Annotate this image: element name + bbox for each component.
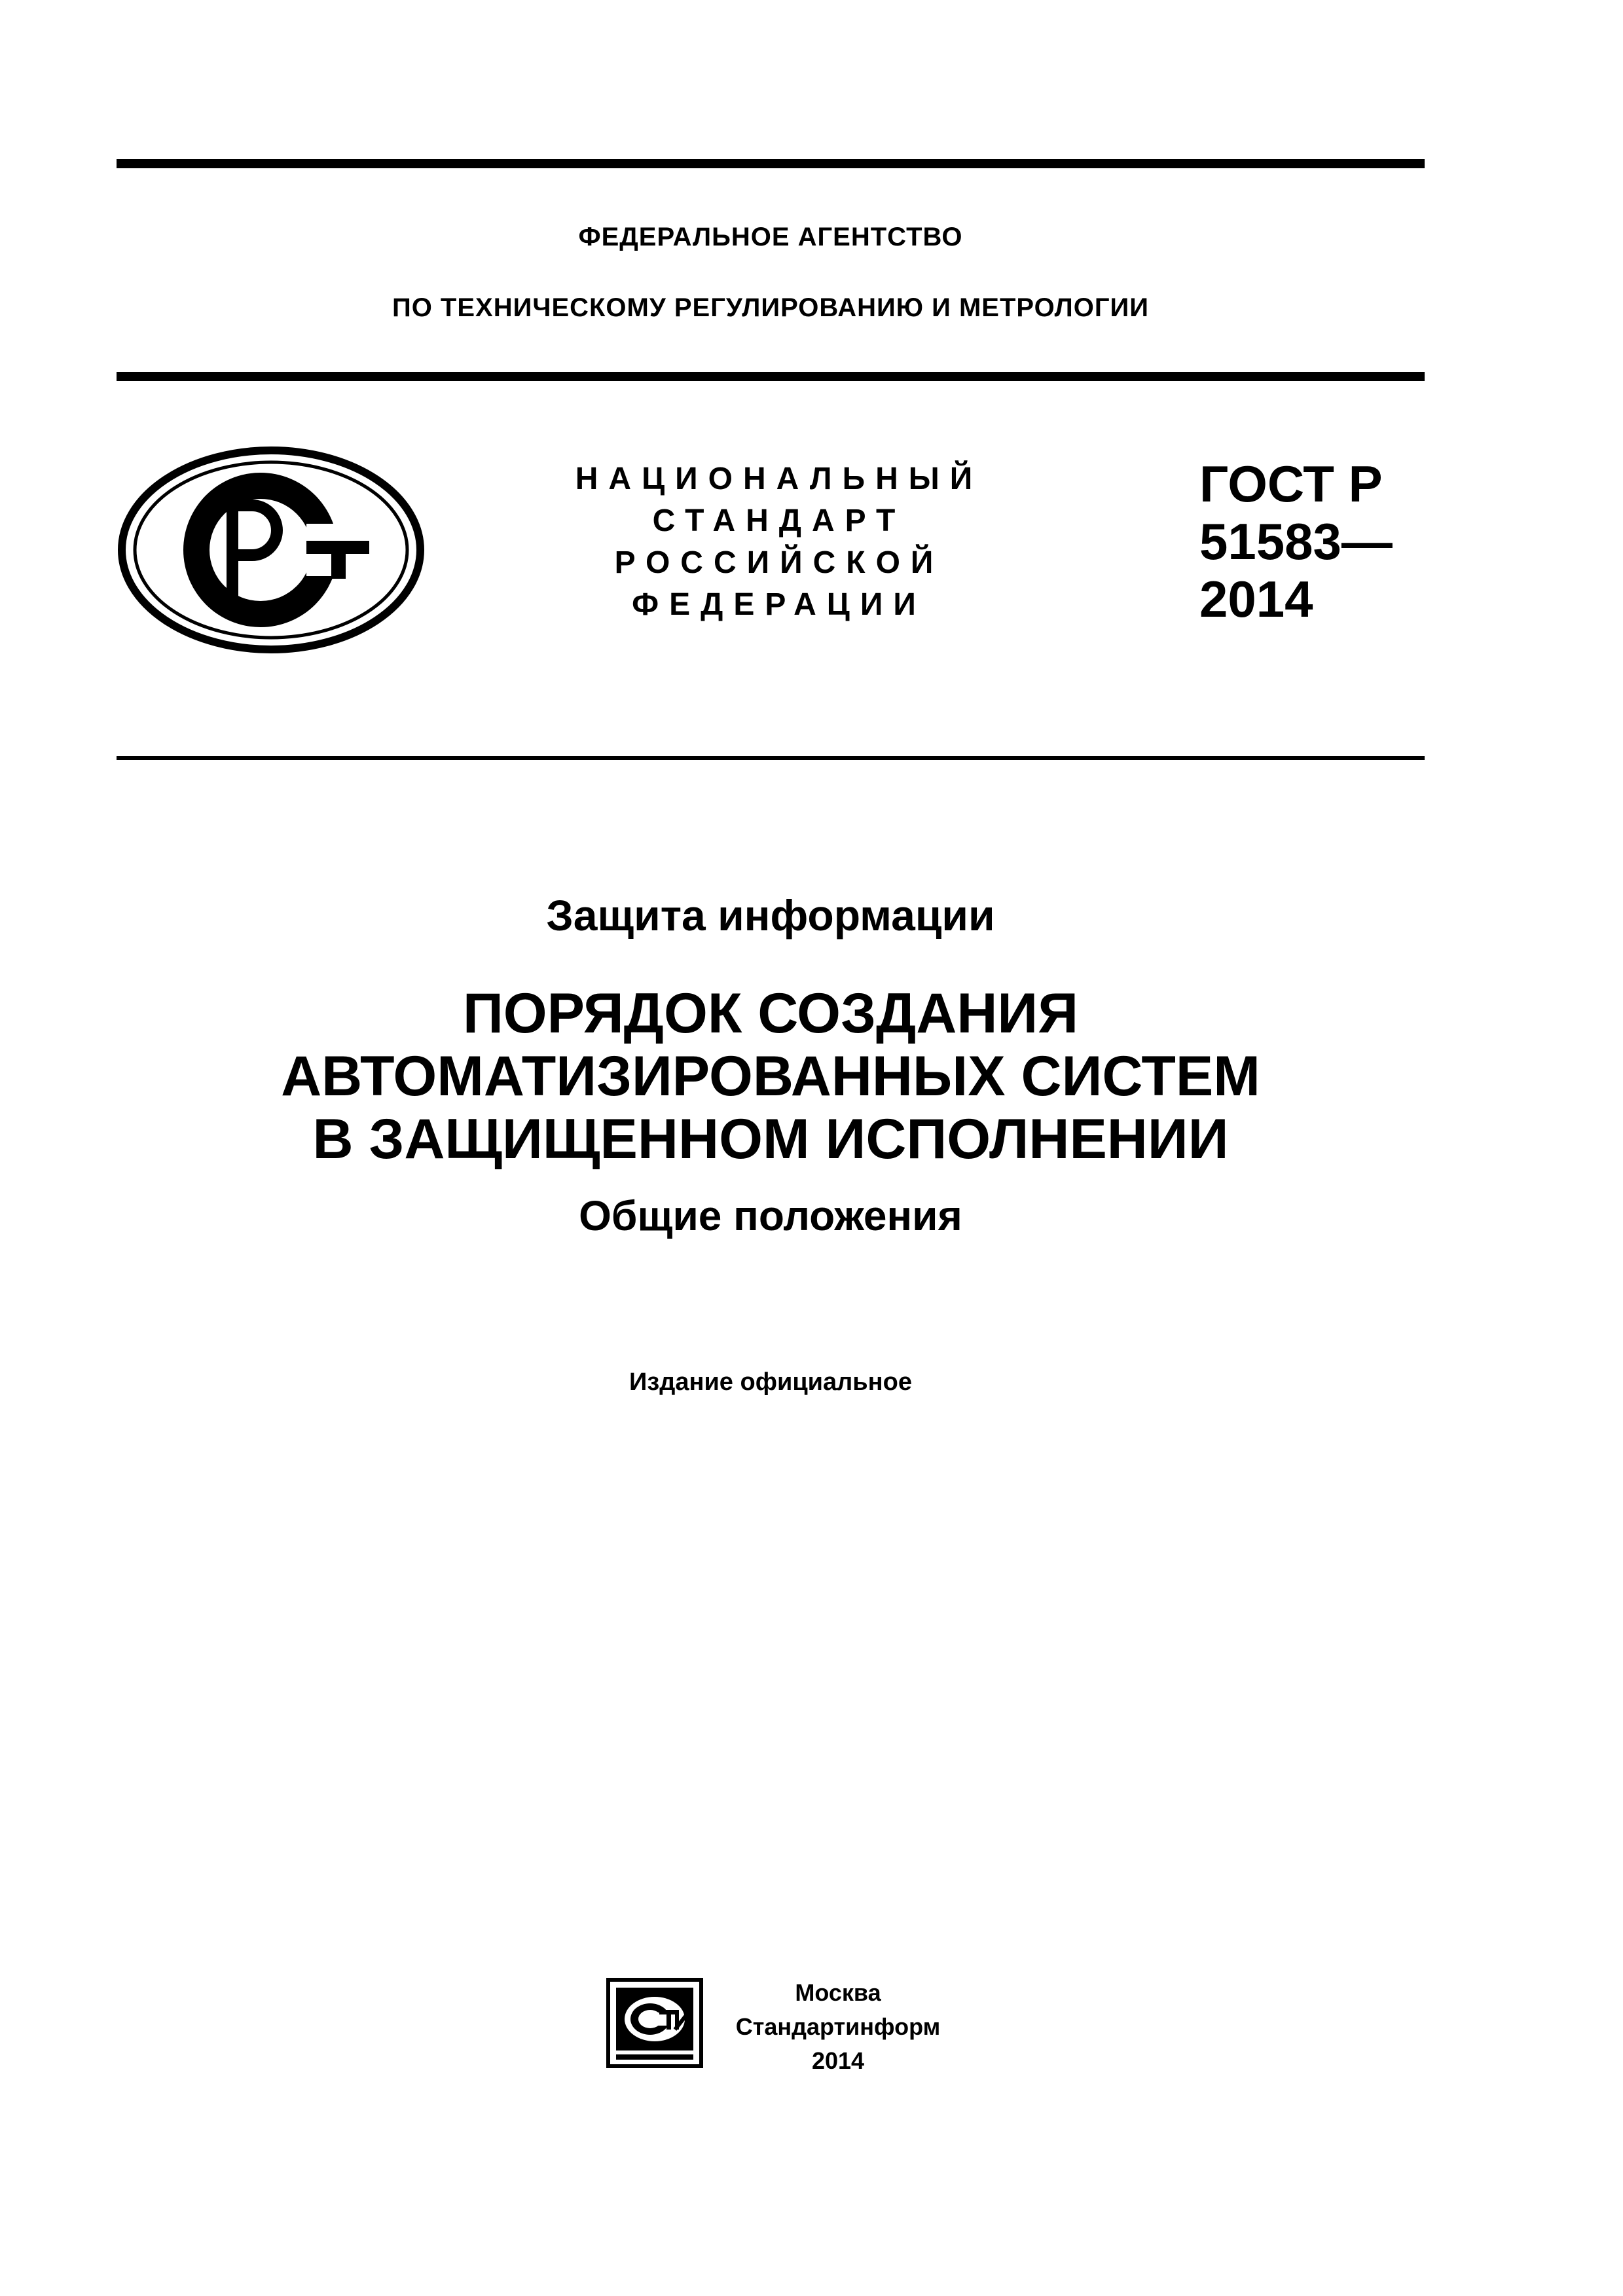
designation-line-2: 51583—	[1199, 513, 1393, 570]
subject-heading: Защита информации	[546, 891, 995, 939]
main-title-line-1: ПОРЯДОК СОЗДАНИЯ	[462, 982, 1079, 1045]
standard-designation	[1199, 455, 1393, 628]
designation-line-3: 2014	[1199, 570, 1313, 628]
agency-line-2: ПО ТЕХНИЧЕСКОМУ РЕГУЛИРОВАНИЮ И МЕТРОЛОГИИ	[392, 293, 1150, 322]
subtitle: Общие положения	[579, 1192, 962, 1239]
publisher-year: 2014	[811, 2047, 865, 2074]
national-standard-line-3: РОССИЙСКОЙ	[614, 545, 944, 580]
main-title-line-2: АВТОМАТИЗИРОВАННЫХ СИСТЕМ	[281, 1045, 1260, 1108]
national-standard-line-1: НАЦИОНАЛЬНЫЙ	[575, 462, 983, 496]
standard-block-bottom-rule	[117, 756, 1425, 760]
national-standard-line-2: СТАНДАРТ	[652, 503, 906, 538]
national-standard-line-4: ФЕДЕРАЦИИ	[632, 587, 926, 622]
publisher-city: Москва	[795, 1979, 881, 2006]
publisher-name: Стандартинформ	[735, 2013, 941, 2040]
standartinform-logo-icon	[606, 1977, 704, 2069]
agency-line-1: ФЕДЕРАЛЬНОЕ АГЕНТСТВО	[578, 223, 963, 251]
main-title-line-3: В ЗАЩИЩЕННОМ ИСПОЛНЕНИИ	[312, 1108, 1229, 1171]
edition-label: Издание официальное	[629, 1368, 912, 1396]
header-bottom-rule	[117, 372, 1425, 381]
national-standard-label	[530, 458, 1028, 626]
top-rule	[117, 159, 1425, 168]
main-title	[117, 982, 1425, 1171]
designation-line-1: ГОСТ Р	[1199, 455, 1383, 513]
rst-certification-logo-icon	[117, 445, 426, 655]
publisher-imprint	[727, 1976, 949, 2078]
